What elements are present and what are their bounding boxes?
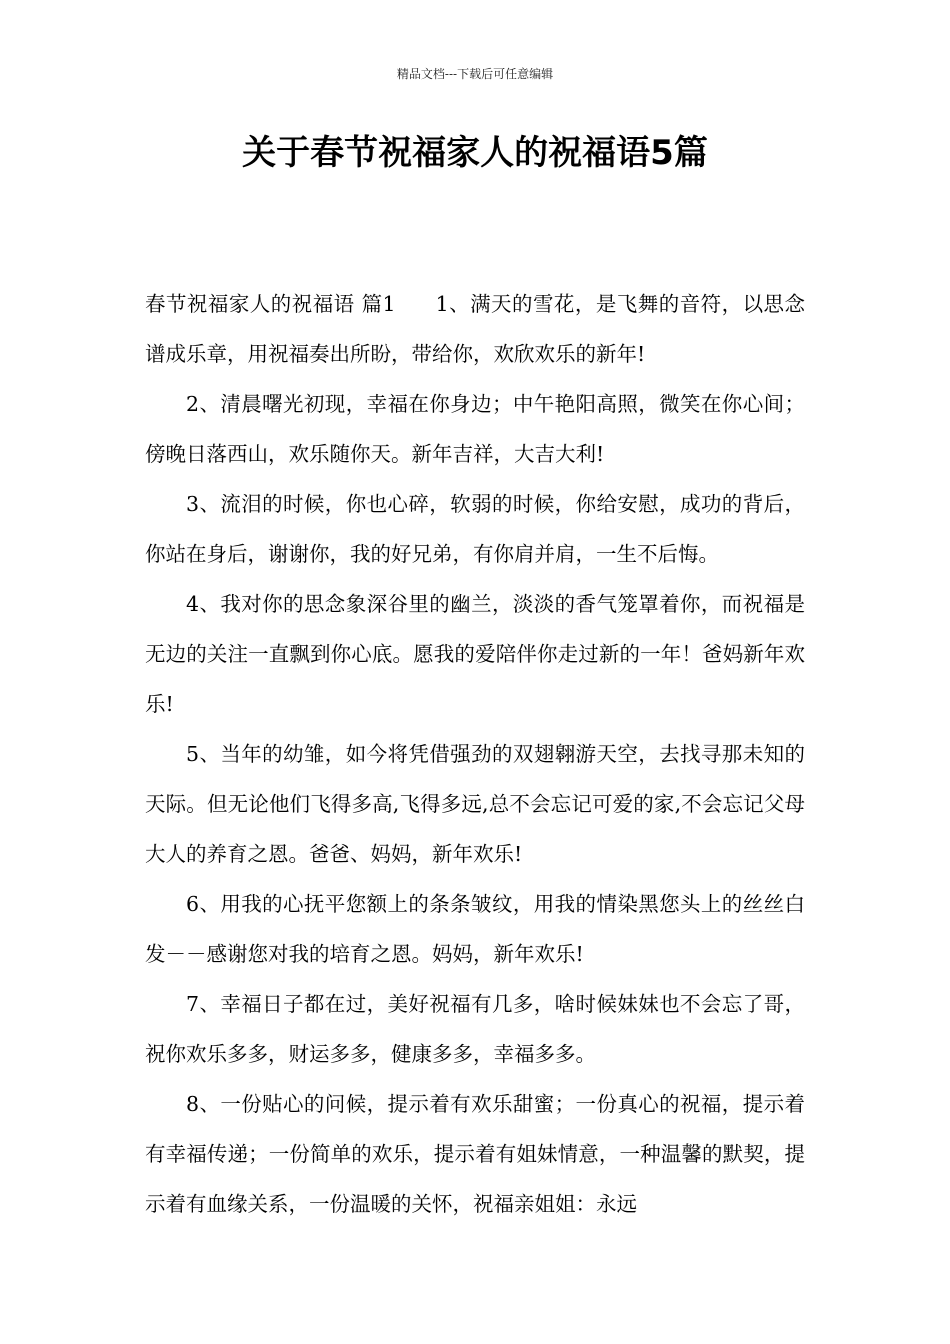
paragraph-2: 2、清晨曙光初现，幸福在你身边；中午艳阳高照，微笑在你心间；傍晚日落西山，欢乐随你天。新年吉祥，大吉大利!	[145, 392, 805, 466]
paragraph-4: 4、我对你的思念象深谷里的幽兰，淡淡的香气笼罩着你，而祝福是无边的关注一直飘到你心底。愿我的爱陪伴你走过新的一年！爸妈新年欢乐!	[145, 592, 805, 716]
document-body	[145, 279, 805, 1229]
header-note: 精品文档---下载后可任意编辑	[396, 67, 554, 81]
paragraph-text: 1、满天的雪花，是飞舞的音符，以思念谱成乐章，用祝福奏出所盼，带给你，欢欣欢乐的新年!	[145, 292, 806, 366]
paragraph-6: 6、用我的心抚平您额上的条条皱纹，用我的情染黑您头上的丝丝白发－－感谢您对我的培育之恩。妈妈，新年欢乐!	[145, 892, 805, 966]
paragraph-1	[145, 279, 805, 379]
paragraph-8: 8、一份贴心的问候，提示着有欢乐甜蜜；一份真心的祝福，提示着有幸福传递；一份简单的欢乐，提示着有姐妹情意，一种温馨的默契，提示着有血缘关系，一份温暖的关怀，祝福亲姐姐：永远	[145, 1092, 805, 1216]
paragraph-7: 7、幸福日子都在过，美好祝福有几多，啥时候妹妹也不会忘了哥，祝你欢乐多多，财运多多，健康多多，幸福多多。	[145, 992, 805, 1066]
section-label: 春节祝福家人的祝福语 篇1	[145, 292, 396, 316]
paragraph-3: 3、流泪的时候，你也心碎，软弱的时候，你给安慰，成功的背后，你站在身后，谢谢你，我的好兄弟，有你肩并肩，一生不后悔。	[145, 492, 805, 566]
document-title: 关于春节祝福家人的祝福语5篇	[242, 133, 708, 173]
paragraph-5: 5、当年的幼雏，如今将凭借强劲的双翅翱游天空，去找寻那未知的天际。但无论他们飞得多高,飞得多远,总不会忘记可爱的家,不会忘记父母大人的养育之恩。爸爸、妈妈，新年欢乐!	[145, 742, 805, 866]
